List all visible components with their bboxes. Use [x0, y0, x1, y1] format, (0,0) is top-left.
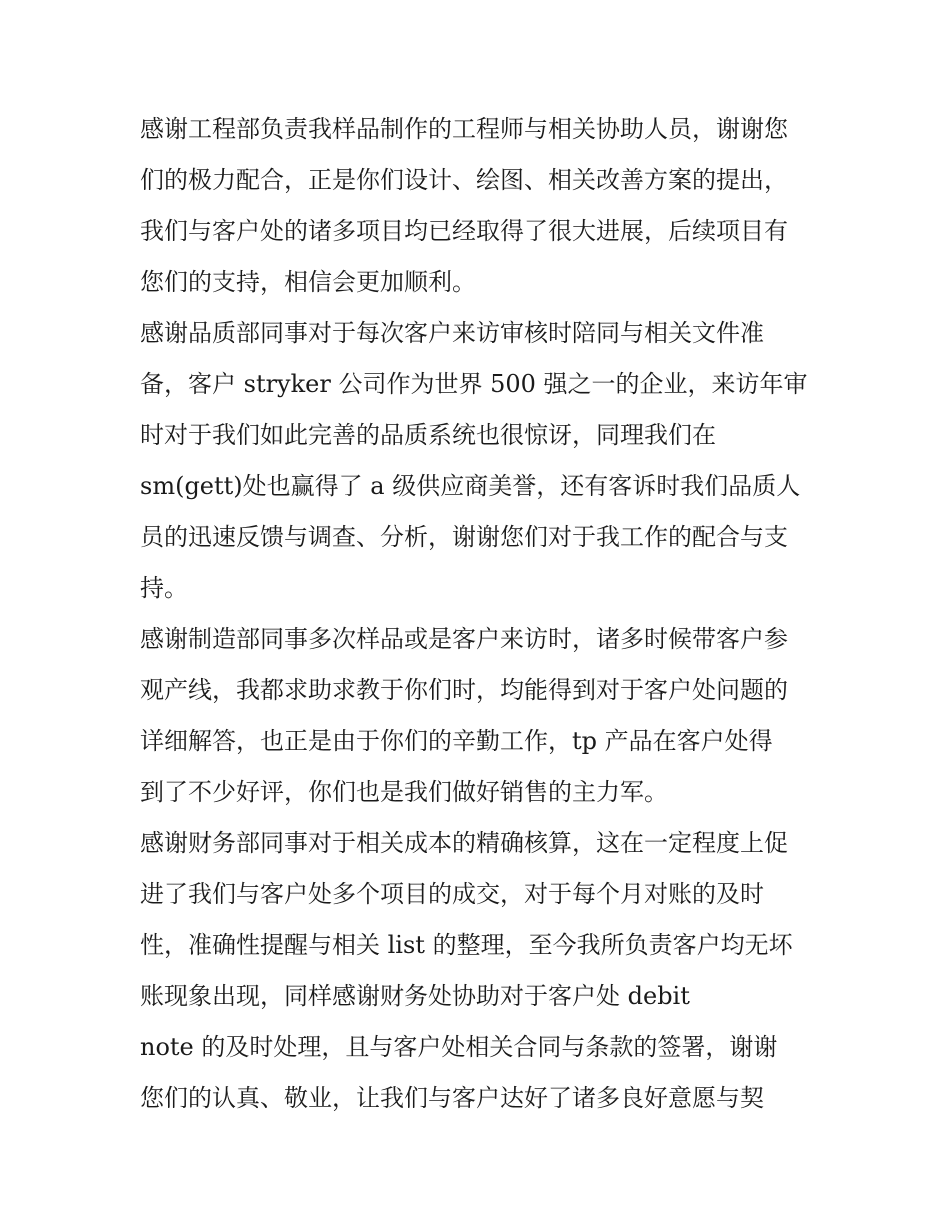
text-line: 观产线，我都求助求教于你们时，均能得到对于客户处问题的 [140, 676, 788, 704]
text-line: 性，准确性提醒与相关 list 的整理，至今我所负责客户均无坏 [140, 931, 793, 959]
document-body [140, 104, 830, 1124]
text-line: 到了不少好评，你们也是我们做好销售的主力军。 [140, 778, 668, 806]
text-line: 备，客户 stryker 公司作为世界 500 强之一的企业，来访年审 [140, 370, 808, 398]
text-line: 感谢制造部同事多次样品或是客户来访时，诸多时候带客户参 [140, 625, 788, 653]
text-line: 我们与客户处的诸多项目均已经取得了很大进展，后续项目有 [140, 217, 788, 245]
text-line: 时对于我们如此完善的品质系统也很惊讶，同理我们在 [140, 421, 716, 449]
text-line: 持。 [140, 574, 188, 602]
text-line: 账现象出现，同样感谢财务处协助对于客户处 debit [140, 982, 690, 1010]
text-line: 详细解答，也正是由于你们的辛勤工作，tp 产品在客户处得 [140, 727, 773, 755]
text-line: 进了我们与客户处多个项目的成交，对于每个月对账的及时 [140, 880, 764, 908]
text-line: note 的及时处理，且与客户处相关合同与条款的签署，谢谢 [140, 1033, 778, 1061]
text-line: 感谢财务部同事对于相关成本的精确核算，这在一定程度上促 [140, 829, 788, 857]
paragraph-quality [140, 308, 830, 614]
text-line: 您们的认真、敬业，让我们与客户达好了诸多良好意愿与契 [140, 1084, 764, 1112]
paragraph-finance [140, 818, 830, 1124]
text-line: 员的迅速反馈与调查、分析，谢谢您们对于我工作的配合与支 [140, 523, 788, 551]
paragraph-manufacturing [140, 614, 830, 818]
text-line: sm(gett)处也赢得了 a 级供应商美誉，还有客诉时我们品质人 [140, 472, 801, 500]
text-line: 您们的支持，相信会更加顺利。 [140, 268, 476, 296]
text-line: 感谢工程部负责我样品制作的工程师与相关协助人员，谢谢您 [140, 115, 788, 143]
text-line: 们的极力配合，正是你们设计、绘图、相关改善方案的提出， [140, 166, 788, 194]
text-line: 感谢品质部同事对于每次客户来访审核时陪同与相关文件准 [140, 319, 764, 347]
paragraph-engineering [140, 104, 830, 308]
